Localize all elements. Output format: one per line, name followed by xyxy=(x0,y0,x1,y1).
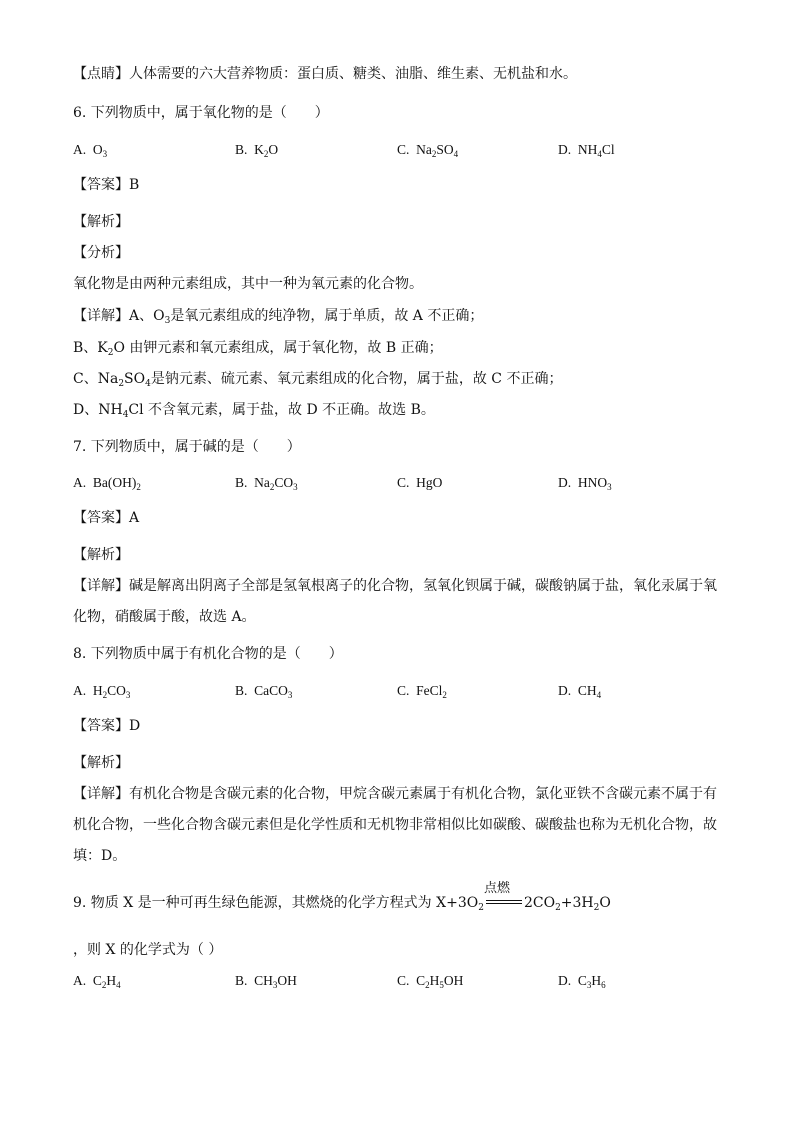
answer-value: B xyxy=(129,177,140,193)
answer-tag: 【答案】 xyxy=(73,177,129,193)
q6-fenxi-tag: 【分析】 xyxy=(73,245,129,261)
q6-detail-c: C、$Na_2SO_4$是钠元素、硫元素、氧元素组成的化合物，属于盐，故 C 不正确； xyxy=(73,371,563,389)
q8-answer: 【答案】D xyxy=(73,718,141,734)
q8-detail-line2: 机化合物，一些化合物含碳元素但是化学性质和无机物非常相似比如碳酸、碳酸盐也称为无机化合物，故 xyxy=(73,817,717,833)
reaction-condition: 点燃 xyxy=(483,881,510,896)
q8-option-b: B. CaCO$_3$ xyxy=(235,683,293,700)
q8-detail-line3: 填：D。 xyxy=(73,848,127,864)
q6-option-b: B. $K_2O$ xyxy=(235,142,279,159)
q8-option-c: C. FeCl$_2$ xyxy=(397,683,447,700)
q9-stem-line2: ，则 X 的化学式为（ ） xyxy=(73,942,223,958)
q6-stem: 6. 下列物质中，属于氧化物的是（ ） xyxy=(73,105,329,121)
q6-answer xyxy=(73,175,139,195)
q7-option-c: C. HgO xyxy=(397,475,443,490)
q7-option-d: D. $HNO_3$ xyxy=(558,475,612,492)
q7-answer: 【答案】A xyxy=(73,510,140,526)
q8-jiexi-tag: 【解析】 xyxy=(73,755,129,771)
q9-option-d: D. $C_3H_6$ xyxy=(558,973,606,990)
q9-option-c: C. $C_2H_5OH$ xyxy=(397,973,464,990)
q6-fenxi-text: 氧化物是由两种元素组成，其中一种为氧元素的化合物。 xyxy=(73,276,423,292)
q7-jiexi-tag: 【解析】 xyxy=(73,547,129,563)
q8-option-d: D. $CH_4$ xyxy=(558,683,602,700)
q6-jiexi-tag: 【解析】 xyxy=(73,214,129,230)
tip-tag: 【点睛】 xyxy=(73,66,129,82)
q6-detail-d: D、$NH_4Cl$ 不含氧元素，属于盐，故 D 不正确。故选 B。 xyxy=(73,402,435,420)
q9-option-a: A. $C_2H_4$ xyxy=(73,973,121,990)
intro-paragraph xyxy=(73,64,577,84)
q8-detail-line1: 【详解】有机化合物是含碳元素的化合物，甲烷含碳元素属于有机化合物，氯化亚铁不含碳元素不属于有 xyxy=(73,786,717,802)
q8-option-a: A. $H_2CO_3$ xyxy=(73,683,131,700)
q9-option-b: B. $CH_3OH$ xyxy=(235,973,297,990)
q7-option-a: A. $Ba(OH)_2$ xyxy=(73,475,141,492)
q8-stem: 8. 下列物质中属于有机化合物的是（ ） xyxy=(73,646,343,662)
q6-option-d: D. $NH_4Cl$ xyxy=(558,142,615,159)
q7-detail-line1: 【详解】碱是解离出阴离子全部是氢氧根离子的化合物，氢氧化钡属于碱，碳酸钠属于盐，氧化汞属于氧 xyxy=(73,578,717,594)
q9-stem: 9. 物质 X 是一种可再生绿色能源，其燃烧的化学方程式为 $X+3O_2$ 点燃 $2CO_2+3H_2O$ xyxy=(73,881,611,913)
reaction-arrow xyxy=(483,881,522,913)
q7-option-b: B. $Na_2CO_3$ xyxy=(235,475,298,492)
q6-detail-b: B、$K_2O$ 由钾元素和氧元素组成，属于氧化物，故 B 正确； xyxy=(73,340,443,358)
q7-stem: 7. 下列物质中，属于碱的是（ ） xyxy=(73,439,301,455)
q6-detail-a: 【详解】A、$O_3$是氧元素组成的纯净物，属于单质，故 A 不正确； xyxy=(73,308,484,326)
q7-detail-line2: 化物，硝酸属于酸，故选 A。 xyxy=(73,609,256,625)
q6-option-a: A. $O_3$ xyxy=(73,142,108,159)
q6-option-c: C. $Na_2SO_4$ xyxy=(397,142,459,159)
tip-text: 人体需要的六大营养物质：蛋白质、糖类、油脂、维生素、无机盐和水。 xyxy=(129,66,577,82)
